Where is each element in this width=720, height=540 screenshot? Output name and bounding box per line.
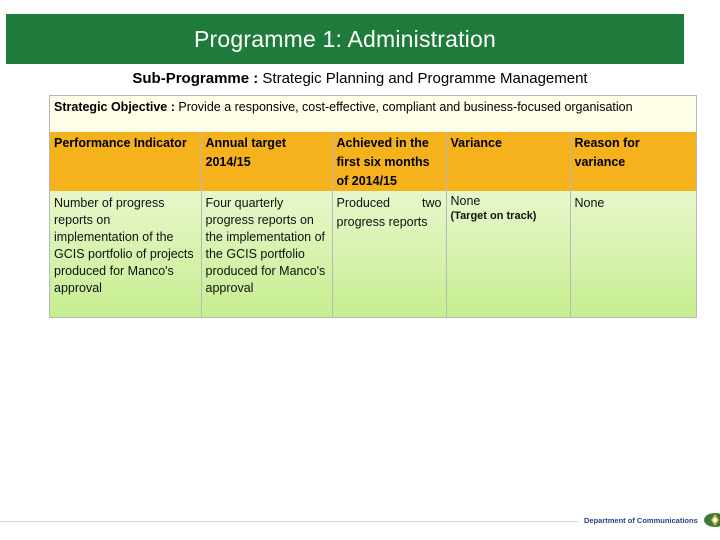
header-performance-indicator: Performance Indicator [50,132,201,191]
variance-value: None [450,194,481,208]
sub-programme-name: Strategic Planning and Programme Management [262,70,588,87]
slide-title: Programme 1: Administration [194,25,496,52]
cell-variance [446,191,570,317]
cell-reason-for-variance: None [574,196,605,210]
coat-of-arms-icon [702,512,720,528]
strategic-objective-row [50,96,696,132]
sub-programme-heading [0,70,720,87]
header-achieved: Achieved in the first six months of 2014/15 [332,132,446,191]
table-header-row [50,132,696,191]
footer-divider [0,521,578,522]
header-reason-for-variance: Reason for variance [574,136,640,169]
cell-performance-indicator: Number of progress reports on implementation of the GCIS portfolio of projects produced for Manco's approval [50,191,201,317]
footer-logo [584,512,720,528]
strategic-objective-label: Strategic Objective : [54,100,175,114]
slide-title-bar [6,14,684,64]
header-variance: Variance [446,132,570,191]
table-row [50,191,696,317]
header-annual-target: Annual target 2014/15 [201,132,332,191]
variance-note: (Target on track) [450,210,537,222]
performance-table-container [49,95,697,318]
sub-programme-label: Sub-Programme : [132,70,259,87]
performance-table [50,132,696,317]
footer-logo-text: Department of Communications [584,515,698,525]
cell-annual-target: Four quarterly progress reports on the implementation of the GCIS portfolio produced for Manco's approval [201,191,332,317]
strategic-objective-text: Provide a responsive, cost-effective, compliant and business-focused organisation [178,100,633,114]
cell-achieved: Produced two progress reports [332,191,446,317]
